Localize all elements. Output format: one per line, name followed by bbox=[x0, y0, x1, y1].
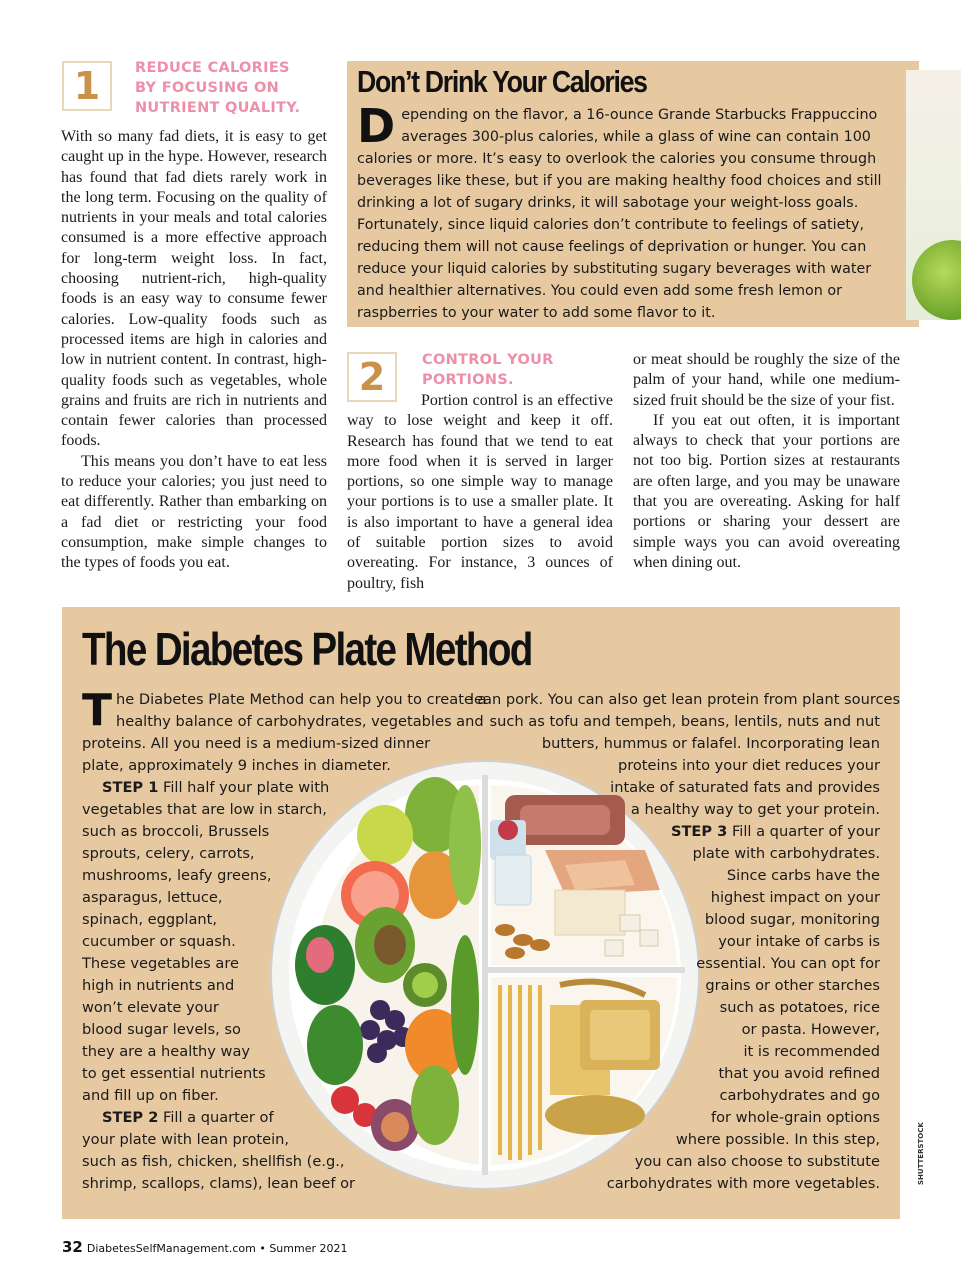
plate-step2 bbox=[82, 1107, 372, 1195]
plate-text-line: such as broccoli, Brussels bbox=[82, 823, 270, 840]
plate-text-line: such as tofu and tempeh, beans, lentils, nuts and nut bbox=[489, 713, 880, 730]
plate-text-line: Fill a quarter of your bbox=[727, 823, 880, 840]
plate-text-line: where possible. In this step, bbox=[675, 1131, 880, 1148]
section2-heading-line: CONTROL YOUR bbox=[422, 352, 554, 368]
step-number-1: 1 bbox=[73, 64, 101, 108]
step1-label: STEP 1 bbox=[102, 779, 159, 796]
plate-text-line: your plate with lean protein, bbox=[82, 1131, 290, 1148]
plate-intro bbox=[82, 685, 487, 777]
footer-text: DiabetesSelfManagement.com • Summer 2021 bbox=[86, 1242, 348, 1255]
section2-heading bbox=[422, 350, 554, 390]
plate-text-line: such as potatoes, rice bbox=[719, 999, 880, 1016]
section1-heading-line: REDUCE CALORIES bbox=[135, 60, 290, 76]
plate-text-line: he Diabetes Plate Method can help you to create a bbox=[116, 691, 487, 708]
sidebar-title: Don’t Drink Your Calories bbox=[357, 64, 647, 99]
plate-text-line: plate with carbohydrates. bbox=[692, 845, 880, 862]
plate-text-line: and fill up on fiber. bbox=[82, 1087, 219, 1104]
section1-paragraph: With so many fad diets, it is easy to get caught up in the hype. However, research has found that fad diets rarely work in the long term. Focusing on the quality of nutrients in your meals and total calories consumed is a more effective approach for long-term weight loss. In fact, choosing nutrient-rich, high-quality foods is an easy way to consume fewer calories. Low-quality foods such as processed items are high in calories and low in nutrient content. In contrast, high-quality foods such as vegetables, whole grains and fruits are rich in nutrients and contain fewer calories than processed foods. bbox=[61, 128, 327, 450]
plate-text-line: Fill half your plate with bbox=[158, 779, 330, 796]
plate-text-line: high in nutrients and bbox=[82, 977, 235, 994]
plate-text-line: shrimp, scallops, clams), lean beef or bbox=[82, 1175, 356, 1192]
plate-dropcap: T bbox=[82, 685, 113, 736]
section2-col2 bbox=[633, 350, 900, 573]
plate-text-line: healthy balance of carbohydrates, vegetables and bbox=[116, 713, 484, 730]
plate-text-line: mushrooms, leafy greens, bbox=[82, 867, 272, 884]
plate-text-line: carbohydrates and go bbox=[719, 1087, 880, 1104]
plate-text-line: Fill a quarter of bbox=[158, 1109, 274, 1126]
section2-paragraph: or meat should be roughly the size of the palm of your hand, while one medium-sized fruit should be the size of your fist. bbox=[633, 351, 900, 409]
step2-label: STEP 2 bbox=[102, 1109, 159, 1126]
plate-text-line: sprouts, celery, carrots, bbox=[82, 845, 255, 862]
plate-text-line: blood sugar levels, so bbox=[82, 1021, 241, 1038]
plate-text-line: you can also choose to substitute bbox=[634, 1153, 880, 1170]
plate-text-line: won’t elevate your bbox=[82, 999, 219, 1016]
plate-text-line: essential. You can opt for bbox=[696, 955, 880, 972]
section1-heading-line: NUTRIENT QUALITY. bbox=[135, 100, 301, 116]
plate-text-line: proteins. All you need is a medium-sized dinner bbox=[82, 735, 431, 752]
section1-paragraph: This means you don’t have to eat less to reduce your calories; you just need to eat differently. Rather than embarking on a fad diet or restricting your food consumption, make simple changes to the types of foods you eat. bbox=[61, 452, 327, 572]
section2-col1 bbox=[347, 391, 613, 594]
plate-text-line: These vegetables are bbox=[82, 955, 240, 972]
photo-credit: SHUTTERSTOCK bbox=[917, 1122, 925, 1185]
plate-text-line: it is recommended bbox=[743, 1043, 880, 1060]
page-number: 32 bbox=[62, 1238, 83, 1256]
plate-text-line: Since carbs have the bbox=[726, 867, 880, 884]
plate-text-line: proteins into your diet reduces your bbox=[617, 757, 880, 774]
plate-text-line: cucumber or squash. bbox=[82, 933, 236, 950]
plate-text-line: intake of saturated fats and provides bbox=[610, 779, 880, 796]
plate-text-line: asparagus, lettuce, bbox=[82, 889, 223, 906]
sidebar-text bbox=[357, 99, 891, 324]
plate-text-line: highest impact on your bbox=[710, 889, 880, 906]
plate-text-line: carbohydrates with more vegetables. bbox=[606, 1175, 880, 1192]
plate-text-line: or pasta. However, bbox=[741, 1021, 880, 1038]
plate-text-line: vegetables that are low in starch, bbox=[82, 801, 327, 818]
plate-method-title: The Diabetes Plate Method bbox=[82, 623, 532, 675]
section1-heading-line: BY FOCUSING ON bbox=[135, 80, 280, 96]
plate-step1 bbox=[82, 777, 352, 1107]
section2-paragraph: Portion control is an effective way to lose weight and keep it off. Research has found that we tend to eat more food when it is served in larger portions, so one simple way to manage your portions is to use a smaller plate. It is also important to have a general idea of suitable portion sizes to avoid overeating. For instance, 3 ounces of poultry, fish bbox=[347, 392, 613, 592]
section1-body bbox=[61, 127, 327, 574]
plate-text-line: a healthy way to get your protein. bbox=[630, 801, 880, 818]
section1-heading bbox=[135, 58, 300, 118]
sidebar-dropcap: D bbox=[357, 99, 396, 153]
plate-text-line: spinach, eggplant, bbox=[82, 911, 218, 928]
section2-heading-line: PORTIONS. bbox=[422, 372, 514, 388]
plate-text-line: blood sugar, monitoring bbox=[704, 911, 880, 928]
plate-text-line: grains or other starches bbox=[705, 977, 880, 994]
step3-label: STEP 3 bbox=[670, 823, 728, 840]
plate-text-line: butters, hummus or falafel. Incorporating lean bbox=[541, 735, 880, 752]
section2-paragraph: If you eat out often, it is important always to check that your portions are not too big. Portion sizes at restaurants are often large, and you may be unaware that you are overeating. Asking for half portions or sharing your dessert are simple ways you can avoid overeating when dining out. bbox=[633, 411, 900, 571]
plate-step3 bbox=[560, 821, 880, 1195]
plate-text-line: plate, approximately 9 inches in diameter. bbox=[82, 757, 391, 774]
plate-text-line: for whole-grain options bbox=[710, 1109, 880, 1126]
page-footer bbox=[62, 1238, 347, 1256]
plate-text-line: they are a healthy way bbox=[82, 1043, 251, 1060]
sidebar-paragraph: epending on the flavor, a 16-ounce Grande Starbucks Frappuccino averages 300-plus calories, while a glass of wine can contain 100 calories or more. It’s easy to overlook the calories you consume through beverages like these, but if you are making healthy food choices and still drinking a lot of sugary drinks, it will sabotage your weight-loss goals. Fortunately, since liquid calories don’t contribute to feelings of satiety, reducing them will not cause feelings of deprivation or hunger. You can reduce your liquid calories by substituting sugary beverages with water and healthier alternatives. You could even add some fresh lemon or raspberries to your water to add some flavor to it. bbox=[357, 107, 882, 321]
plate-text-line: lean pork. You can also get lean protein from plant sources bbox=[470, 691, 901, 708]
plate-text-line: such as fish, chicken, shellfish (e.g., bbox=[82, 1153, 345, 1170]
step-number-2: 2 bbox=[358, 355, 386, 399]
step-number-box-1 bbox=[62, 61, 112, 111]
plate-protein-text bbox=[470, 689, 901, 821]
plate-text-line: that you avoid refined bbox=[718, 1065, 880, 1082]
plate-text-line: to get essential nutrients bbox=[82, 1065, 266, 1082]
plate-text-line: your intake of carbs is bbox=[718, 933, 880, 950]
